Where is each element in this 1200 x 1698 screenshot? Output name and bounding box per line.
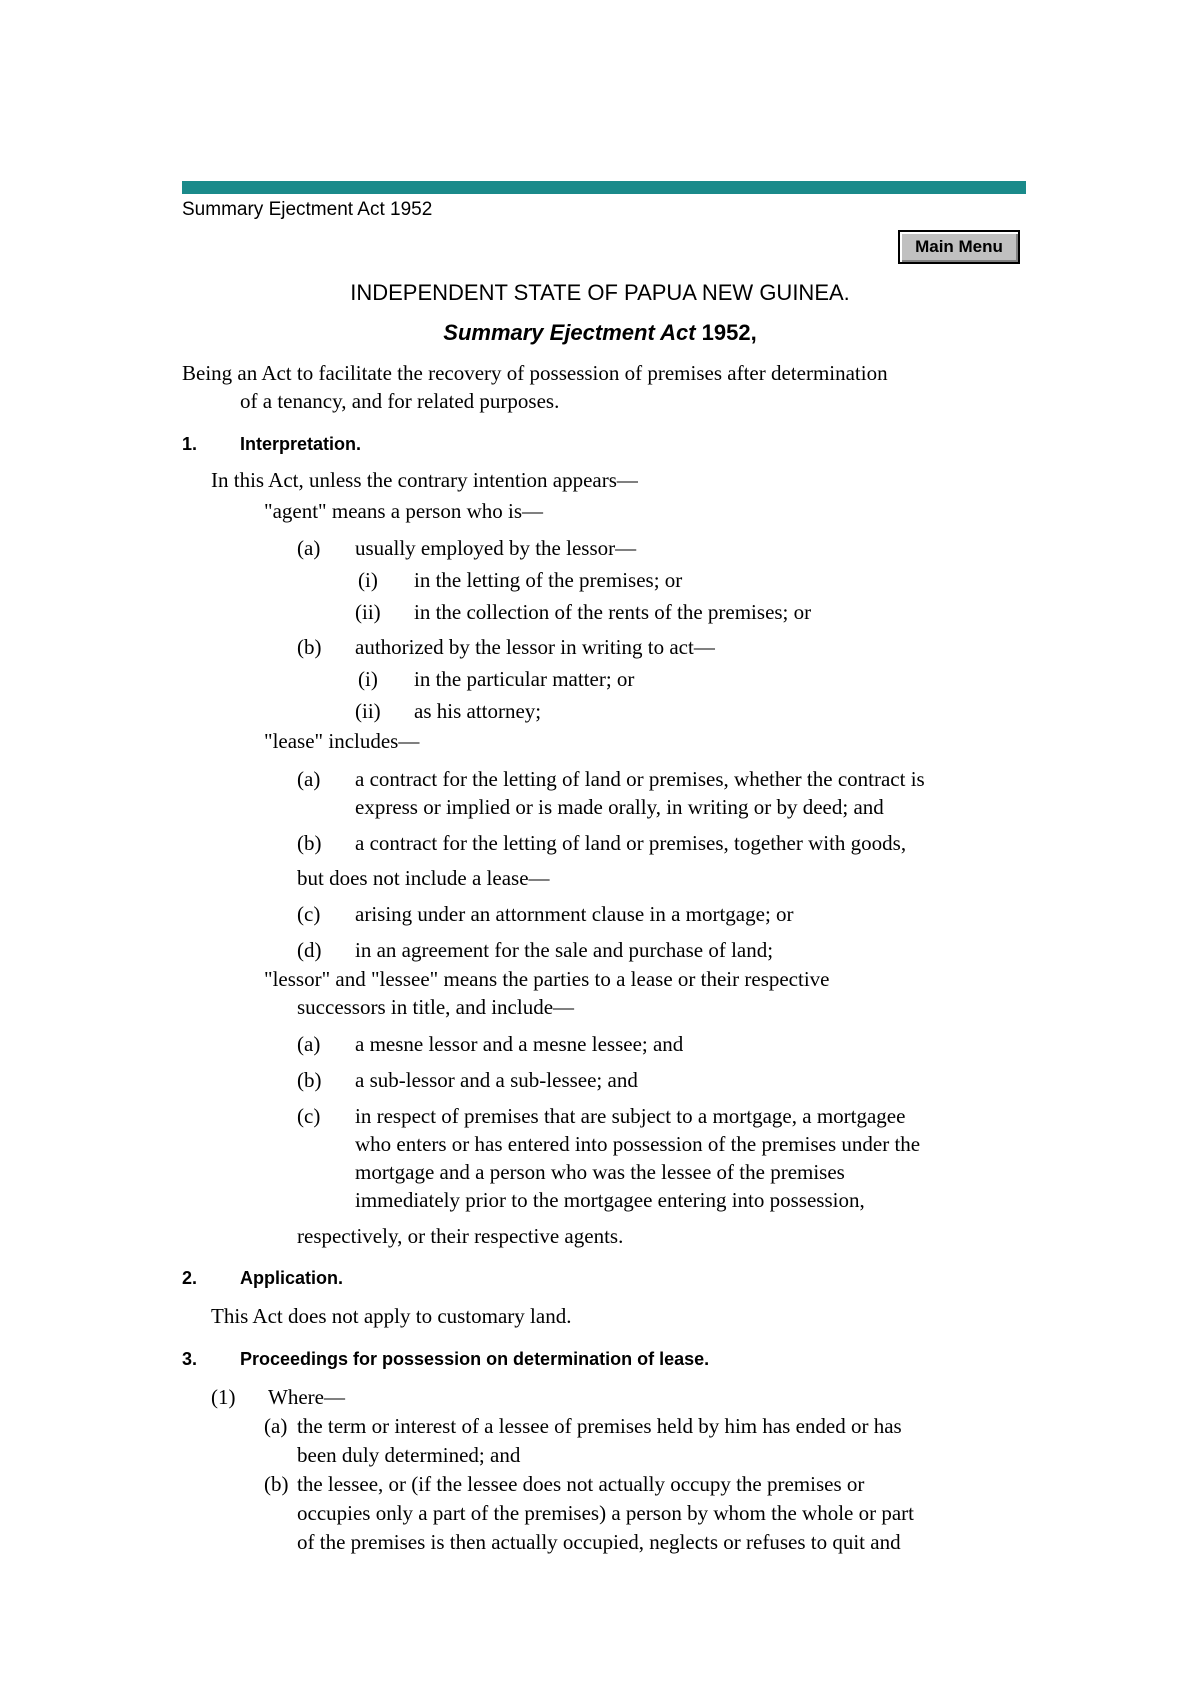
act-name: Summary Ejectment Act [443,320,696,345]
section-1-heading: Interpretation. [240,434,362,454]
section-3-b-label: (b) [264,1472,289,1496]
lessor-a-label: (a) [297,1032,321,1056]
agent-a-i-label: (i) [358,568,378,592]
section-3-sub-1-label: (1) [211,1385,236,1409]
header-rule [182,181,1026,194]
agent-a-text: usually employed by the lessor— [355,536,637,560]
section-3-a-label: (a) [264,1414,288,1438]
agent-a-label: (a) [297,536,321,560]
agent-b-label: (b) [297,635,322,659]
lease-c-text: arising under an attornment clause in a mortgage; or [355,902,794,926]
lease-c-label: (c) [297,902,321,926]
section-1-number: 1. [182,434,198,454]
section-3-heading: Proceedings for possession on determination of lease. [240,1349,710,1369]
section-1-intro: In this Act, unless the contrary intention appears— [211,468,638,492]
preamble-line-1: Being an Act to facilitate the recovery of possession of premises after determination [182,361,888,385]
lessor-tail: respectively, or their respective agents. [297,1224,624,1248]
lease-definition: "lease" includes— [264,729,420,753]
state-heading: INDEPENDENT STATE OF PAPUA NEW GUINEA. [350,280,850,305]
agent-b-i-label: (i) [358,667,378,691]
section-2-number: 2. [182,1268,198,1288]
section-3-a-line-1: the term or interest of a lessee of premises held by him has ended or has [297,1414,902,1438]
lease-d-text: in an agreement for the sale and purchase of land; [355,938,774,962]
section-3-a-line-2: been duly determined; and [297,1443,521,1467]
section-3-sub-1-text: Where— [268,1385,345,1409]
lessor-b-label: (b) [297,1068,322,1092]
section-3-number: 3. [182,1349,198,1369]
section-3-b-line-2: occupies only a part of the premises) a person by whom the whole or part [297,1501,914,1525]
lessor-c-line-2: who enters or has entered into possession of the premises under the [355,1132,921,1156]
agent-a-ii-label: (ii) [355,600,381,624]
lease-a-line-1: a contract for the letting of land or premises, whether the contract is [355,767,925,791]
section-2-heading: Application. [240,1268,343,1288]
agent-b-ii-label: (ii) [355,699,381,723]
running-title: Summary Ejectment Act 1952 [182,199,433,220]
lessor-c-line-4: immediately prior to the mortgagee entering into possession, [355,1188,865,1212]
agent-b-text: authorized by the lessor in writing to act— [355,635,715,659]
lessor-c-line-1: in respect of premises that are subject to a mortgage, a mortgagee [355,1104,906,1128]
act-year: 1952, [695,320,757,345]
lessor-definition-line-2: successors in title, and include— [297,995,575,1019]
main-menu-button[interactable]: Main Menu [898,230,1020,264]
agent-a-i-text: in the letting of the premises; or [414,568,683,592]
lessor-a-text: a mesne lessor and a mesne lessee; and [355,1032,684,1056]
lessor-c-label: (c) [297,1104,321,1128]
agent-a-ii-text: in the collection of the rents of the premises; or [414,600,812,624]
lessor-c-line-3: mortgage and a person who was the lessee of the premises [355,1160,845,1184]
lease-exclusion: but does not include a lease— [297,866,550,890]
section-3-b-line-1: the lessee, or (if the lessee does not actually occupy the premises or [297,1472,865,1496]
lease-d-label: (d) [297,938,322,962]
section-2-text: This Act does not apply to customary land. [211,1304,572,1328]
agent-b-i-text: in the particular matter; or [414,667,635,691]
lease-b-label: (b) [297,831,322,855]
section-3-b-line-3: of the premises is then actually occupied, neglects or refuses to quit and [297,1530,901,1554]
agent-definition: "agent" means a person who is— [264,499,543,523]
lease-a-line-2: express or implied or is made orally, in writing or by deed; and [355,795,884,819]
lease-b-text: a contract for the letting of land or premises, together with goods, [355,831,907,855]
lease-a-label: (a) [297,767,321,791]
preamble-line-2: of a tenancy, and for related purposes. [240,389,560,413]
lessor-definition-line-1: "lessor" and "lessee" means the parties to a lease or their respective [264,967,830,991]
agent-b-ii-text: as his attorney; [414,699,542,723]
lessor-b-text: a sub-lessor and a sub-lessee; and [355,1068,638,1092]
act-title [0,320,1200,346]
